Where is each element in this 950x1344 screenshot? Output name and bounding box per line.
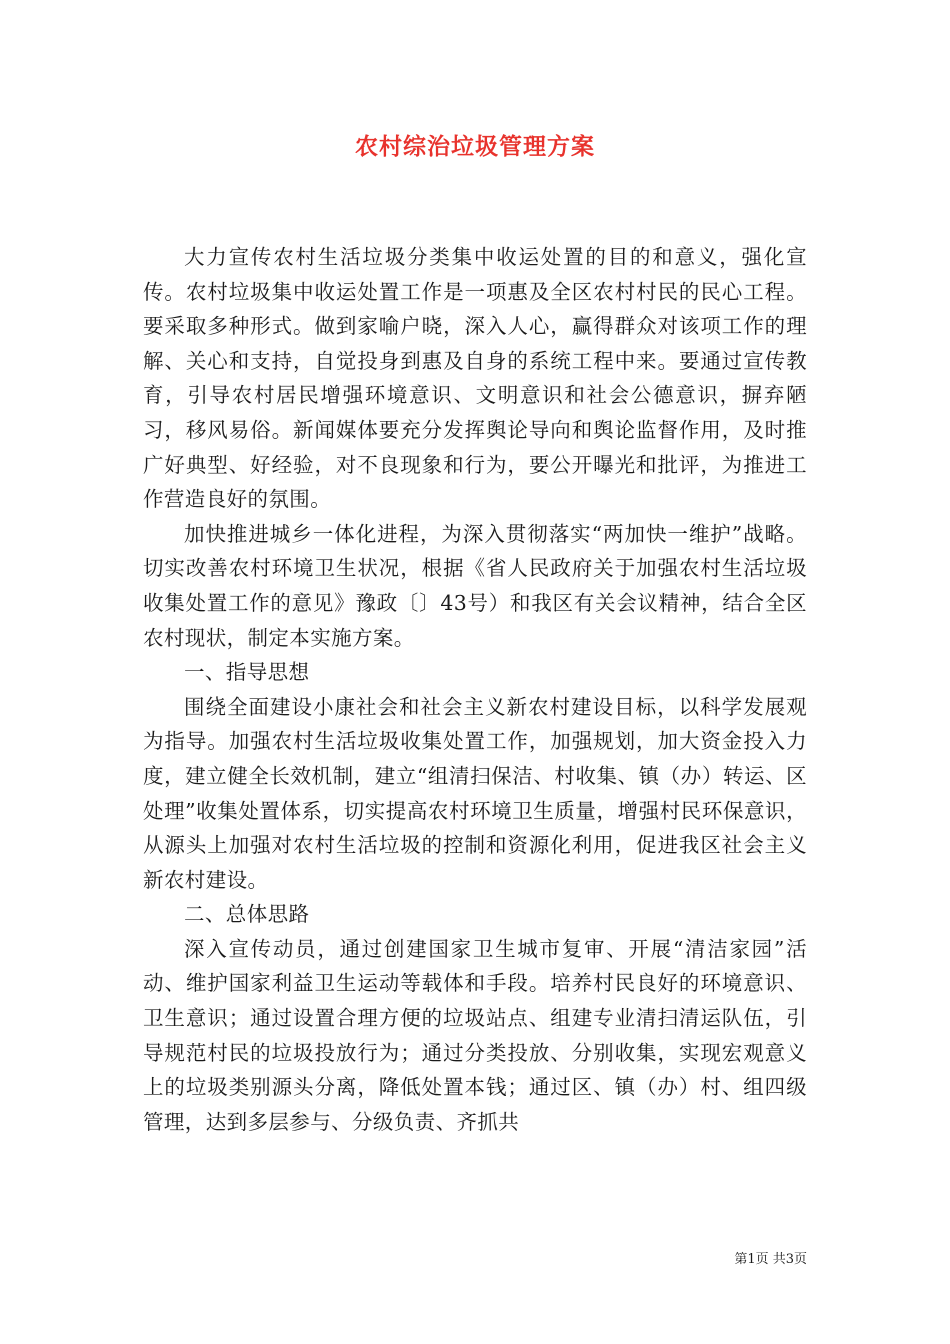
document-title: 农村综治垃圾管理方案 [355, 133, 595, 160]
document-body [143, 240, 807, 1139]
paragraph-background: 加快推进城乡一体化进程，为深入贯彻落实“两加快一维护”战略。切实改善农村环境卫生状况，根据《省人民政府关于加强农村生活垃圾收集处置工作的意见》豫政〔〕43号）和我区有关会议精神，结合全区农村现状，制定本实施方案。 [143, 521, 807, 650]
section-heading-guiding-ideology: 一、指导思想 [184, 660, 310, 685]
paragraph-publicity: 大力宣传农村生活垃圾分类集中收运处置的目的和意义，强化宣传。农村垃圾集中收运处置工作是一项惠及全区农村村民的民心工程。要采取多种形式。做到家喻户晓，深入人心，赢得群众对该项工作的理解、关心和支持，自觉投身到惠及自身的系统工程中来。要通过宣传教育，引导农村居民增强环境意识、文明意识和社会公德意识，摒弃陋习，移风易俗。新闻媒体要充分发挥舆论导向和舆论监督作用，及时推广好典型、好经验，对不良现象和行为，要公开曝光和批评，为推进工作营造良好的氛围。 [143, 245, 807, 512]
section-heading-overall-approach: 二、总体思路 [184, 902, 310, 927]
page-number-footer: 第1页 共3页 [734, 1252, 807, 1267]
paragraph-guiding-ideology: 围绕全面建设小康社会和社会主义新农村建设目标，以科学发展观为指导。加强农村生活垃圾收集处置工作，加强规划，加大资金投入力度，建立健全长效机制，建立“组清扫保洁、村收集、镇（办）转运、区处理”收集处置体系，切实提高农村环境卫生质量，增强村民环保意识，从源头上加强对农村生活垃圾的控制和资源化利用，促进我区社会主义新农村建设。 [143, 694, 807, 892]
paragraph-overall-approach: 深入宣传动员，通过创建国家卫生城市复审、开展“清洁家园”活动、维护国家利益卫生运动等载体和手段。培养村民良好的环境意识、卫生意识；通过设置合理方便的垃圾站点、组建专业清扫清运队伍，引导规范村民的垃圾投放行为；通过分类投放、分别收集，实现宏观意义上的垃圾类别源头分离，降低处置本钱；通过区、镇（办）村、组四级管理，达到多层参与、分级负责、齐抓共 [143, 936, 807, 1134]
